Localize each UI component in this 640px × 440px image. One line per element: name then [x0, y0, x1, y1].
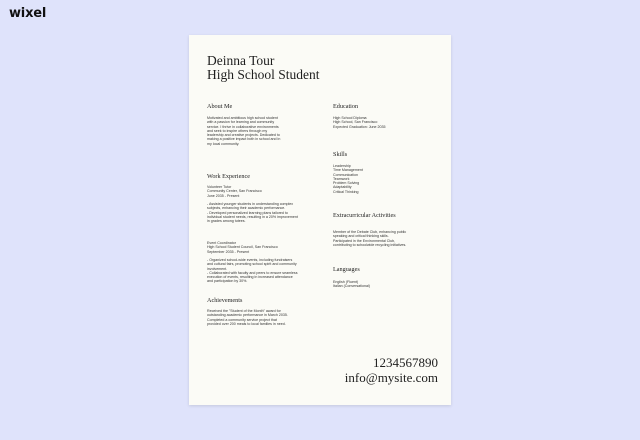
achievement-line: Completed a community service project that: [207, 317, 277, 322]
extracurricular-line: Member of the Debate Club, enhancing public: [333, 230, 407, 234]
about-line: my local community.: [207, 141, 240, 146]
job-desc-line: and participation by 30%.: [207, 279, 248, 284]
education-line: Expected Graduation: June 2035: [333, 124, 386, 129]
education-text: [333, 116, 386, 129]
skill-item: Communication: [333, 172, 358, 177]
job1-desc: [207, 202, 298, 223]
job-desc-line: and cultural fairs, promoting school spirit and community: [207, 262, 297, 267]
skill-item: Problem Solving: [333, 181, 360, 186]
language-item: Italian (Conversational): [333, 284, 370, 289]
skills-list: [333, 164, 363, 194]
job-title: Event Coordinator: [207, 241, 236, 245]
about-line: service. I thrive in collaborative environments: [207, 124, 279, 129]
job-desc-line: - Assisted younger students in understanding complex: [207, 202, 294, 206]
job-dates: September 2035 - Present: [207, 249, 250, 254]
education-line: High School Diploma: [333, 116, 367, 120]
job-desc-line: individual student needs, resulting in a 20% improvement: [207, 214, 298, 219]
job-desc-line: in grades among tutees.: [207, 219, 246, 224]
skill-item: Leadership: [333, 164, 351, 168]
about-title: About Me: [207, 103, 233, 110]
work-title: Work Experience: [207, 173, 250, 180]
resume-header: [207, 54, 320, 81]
about-line: leadership and creative projects. Dedicated to: [207, 133, 280, 138]
job-desc-line: - Collaborated with faculty and peers to ensure seamless: [207, 270, 298, 275]
contact-email: info@mysite.com: [344, 369, 438, 385]
job-org: High School Student Council, San Francisco: [207, 245, 278, 250]
achievements-text: [207, 309, 288, 326]
job2-desc: [207, 258, 298, 284]
language-item: English (Fluent): [333, 280, 359, 284]
achievement-line: Received the "Student of the Month" award for: [207, 309, 281, 313]
education-title: Education: [333, 103, 359, 110]
resume-name: Deinna Tour: [207, 53, 275, 68]
job-desc-line: - Developed personalized learning plans tailored to: [207, 210, 288, 215]
job2-header: [207, 241, 278, 254]
languages-list: [333, 280, 370, 289]
achievement-line: outstanding academic performance in March 2035.: [207, 313, 288, 318]
skills-title: Skills: [333, 151, 348, 158]
job-org: Community Center, San Francisco: [207, 189, 262, 194]
about-line: and seek to inspire others through my: [207, 128, 268, 133]
about-text: [207, 116, 280, 146]
about-line: Motivated and ambitious high school student: [207, 116, 278, 120]
skill-item: Time Management: [333, 168, 363, 173]
wixel-logo[interactable]: wixel: [9, 6, 47, 21]
job-desc-line: involvement.: [207, 266, 228, 271]
extracurricular-line: speaking and critical thinking skills.: [333, 234, 389, 239]
job-desc-line: execution of events, resulting in increased attendance: [207, 275, 293, 280]
skill-item: Teamwork: [333, 176, 350, 181]
languages-title: Languages: [333, 266, 360, 273]
contact-block: [345, 356, 438, 385]
skill-item: Adaptability: [333, 185, 352, 190]
job-title: Volunteer Tutor: [207, 185, 232, 189]
skill-item: Critical Thinking: [333, 189, 359, 194]
extracurricular-line: contributing to schoolwide recycling initiatives.: [333, 242, 407, 247]
job-desc-line: subjects, enhancing their academic performance.: [207, 206, 286, 211]
job-desc-line: - Organized school-wide events, including fundraisers: [207, 258, 293, 262]
extracurricular-line: Participated in the Environmental Club,: [333, 238, 396, 243]
about-line: with a passion for learning and community: [207, 120, 275, 125]
job1-header: [207, 185, 262, 198]
education-line: High School, San Francisco: [333, 120, 378, 125]
achievements-title: Achievements: [207, 297, 243, 304]
job-dates: June 2035 - Present: [207, 193, 240, 198]
contact-phone: 1234567890: [373, 355, 438, 370]
about-line: making a positive impact both in school and in: [207, 137, 281, 142]
resume-page[interactable]: [189, 35, 451, 405]
extracurricular-text: [333, 230, 406, 247]
extracurricular-title: Extracurricular Activities: [333, 212, 396, 219]
resume-role: High School Student: [207, 66, 320, 82]
achievement-line: provided over 200 meals to local families in need.: [207, 321, 286, 326]
